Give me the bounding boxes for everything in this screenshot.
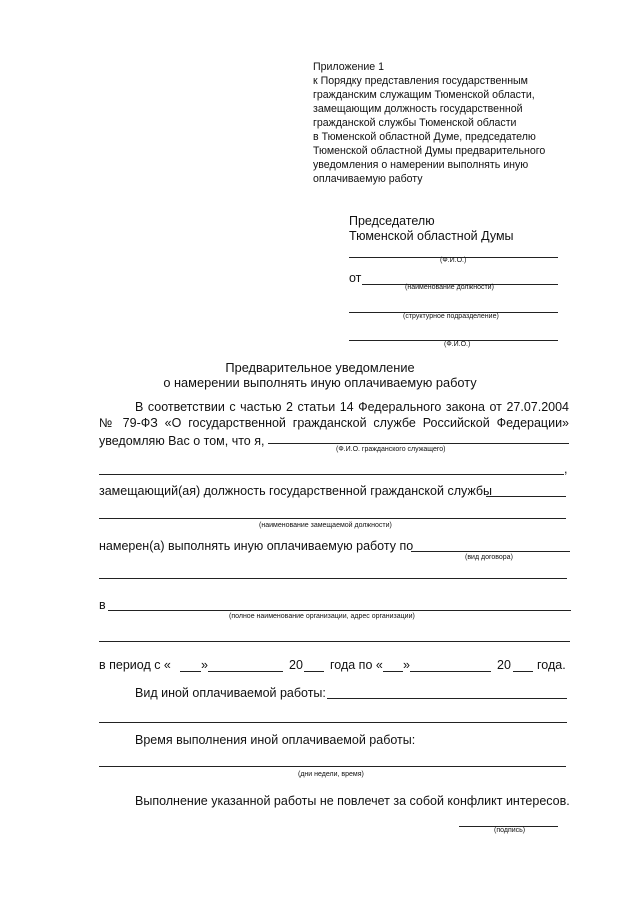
organization-line[interactable] xyxy=(108,610,571,611)
period-to-prefix: года по « xyxy=(330,658,383,672)
signature-caption: (подпись) xyxy=(494,827,526,834)
body-line-2: № 79-ФЗ «О государственной гражданской службе Российской Федерации» xyxy=(99,416,569,430)
annex-line: гражданской службы Тюменской области xyxy=(313,117,517,129)
period-start-year-line[interactable] xyxy=(304,671,324,672)
annex-line: оплачиваемую работу xyxy=(313,173,423,185)
period-year-prefix: 20 xyxy=(289,658,303,672)
unit-caption: (структурное подразделение) xyxy=(403,313,499,320)
sender-fio-caption: (Ф.И.О.) xyxy=(444,341,471,348)
work-time-label: Время выполнения иной оплачиваемой работы: xyxy=(135,733,416,747)
annex-line: Приложение 1 xyxy=(313,61,384,73)
work-type-line-2[interactable] xyxy=(99,722,567,723)
contract-caption: (вид договора) xyxy=(465,554,513,561)
from-label: от xyxy=(349,271,362,285)
annex-line: замещающим должность государственной xyxy=(313,103,523,115)
addressee-org: Тюменской областной Думы xyxy=(349,229,514,243)
work-time-line[interactable] xyxy=(99,766,566,767)
work-type-label: Вид иной оплачиваемой работы: xyxy=(135,686,326,700)
position-caption: (наименование должности) xyxy=(405,284,494,291)
annex-line: гражданским служащим Тюменской области, xyxy=(313,89,535,101)
employee-fio-line[interactable] xyxy=(268,443,569,444)
period-start-month-line[interactable] xyxy=(208,671,283,672)
intend-text: намерен(а) выполнять иную оплачиваемую работу по xyxy=(99,539,414,553)
annex-line: в Тюменской областной Думе, председателю xyxy=(313,131,536,143)
work-time-caption: (дни недели, время) xyxy=(298,771,364,778)
addressee-title: Председателю xyxy=(349,214,435,228)
organization-line-2[interactable] xyxy=(99,641,570,642)
period-year-prefix-2: 20 xyxy=(497,658,511,672)
period-end-day-line[interactable] xyxy=(383,671,403,672)
in-label: в xyxy=(99,598,106,612)
period-end-month-line[interactable] xyxy=(410,671,491,672)
period-quote-close: » xyxy=(201,658,208,672)
period-year-suffix: года. xyxy=(537,658,566,672)
work-type-line[interactable] xyxy=(327,698,567,699)
annex-line: Тюменской областной Думы предварительного xyxy=(313,145,546,157)
document-title: Предварительное уведомление xyxy=(225,360,415,375)
position-line[interactable] xyxy=(99,518,566,519)
comma: , xyxy=(564,462,568,476)
annex-line: уведомления о намерении выполнять иную xyxy=(313,159,529,171)
position-caption: (наименование замещаемой должности) xyxy=(259,522,392,529)
period-from-prefix: в период с « xyxy=(99,658,171,672)
annex-block xyxy=(313,60,545,186)
organization-caption: (полное наименование организации, адрес организации) xyxy=(229,613,415,620)
period-end-year-line[interactable] xyxy=(513,671,533,672)
body-line-1: В соответствии с частью 2 статьи 14 Федерального закона от 27.07.2004 xyxy=(135,400,569,414)
contract-type-line[interactable] xyxy=(411,551,570,552)
contract-type-line-2[interactable] xyxy=(99,578,567,579)
position-line-short[interactable] xyxy=(486,496,566,497)
addressee-fio-caption: (Ф.И.О.) xyxy=(440,257,467,264)
annex-line: к Порядку представления государственным xyxy=(313,75,528,87)
position-text: замещающий(ая) должность государственной гражданской службы xyxy=(99,484,493,498)
conflict-statement: Выполнение указанной работы не повлечет за собой конфликт интересов. xyxy=(135,794,570,808)
employee-fio-line-2[interactable] xyxy=(99,474,564,475)
employee-fio-caption: (Ф.И.О. гражданского служащего) xyxy=(336,446,446,453)
period-quote-close-2: » xyxy=(403,658,410,672)
document-subtitle: о намерении выполнять иную оплачиваемую работу xyxy=(163,375,477,390)
period-start-day-line[interactable] xyxy=(180,671,201,672)
body-line-3: уведомляю Вас о том, что я, xyxy=(99,434,265,448)
